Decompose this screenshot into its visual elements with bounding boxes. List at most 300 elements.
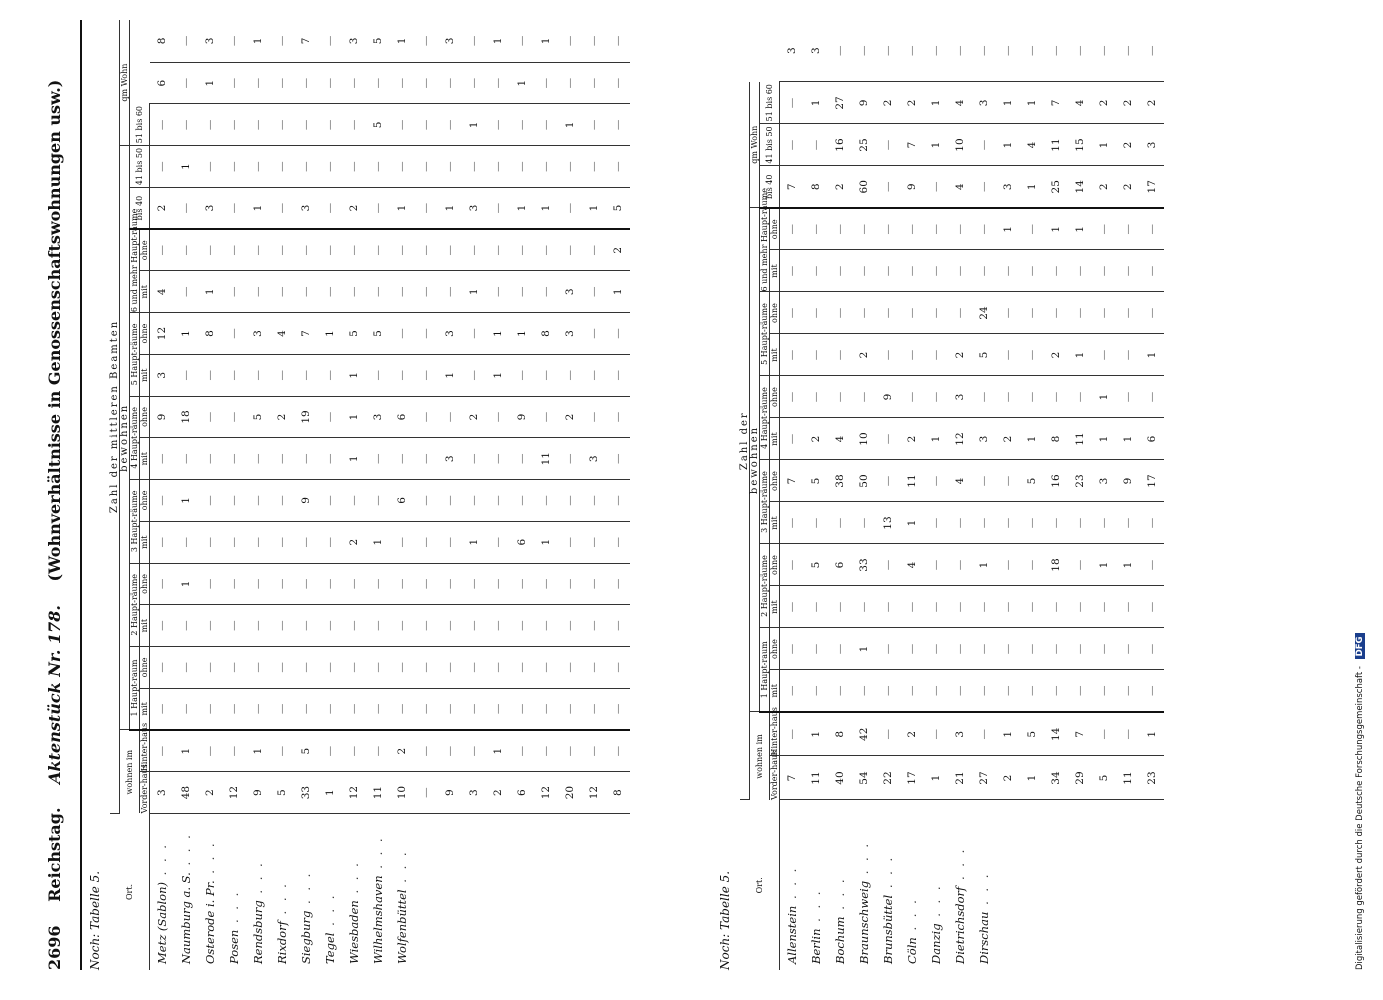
data-cell: —	[582, 271, 606, 313]
data-cell: 18	[174, 396, 198, 438]
data-cell: 2	[486, 772, 510, 814]
data-cell: —	[414, 313, 438, 355]
data-cell: —	[174, 271, 198, 313]
data-cell: —	[1140, 544, 1164, 586]
data-cell: 13	[876, 502, 900, 544]
data-cell: 2	[462, 396, 486, 438]
data-cell: 6	[150, 62, 175, 104]
data-cell: —	[222, 146, 246, 188]
data-cell: —	[510, 480, 534, 522]
data-cell: —	[876, 20, 900, 82]
data-cell: —	[414, 772, 438, 814]
data-cell: —	[828, 20, 852, 82]
data-cell: —	[780, 502, 805, 544]
data-cell: 1	[1116, 544, 1140, 586]
data-cell: —	[780, 544, 805, 586]
data-cell: 18	[1044, 544, 1068, 586]
data-cell: —	[342, 605, 366, 647]
data-cell: —	[1092, 712, 1116, 756]
data-cell: —	[174, 20, 198, 62]
data-cell: 8	[1044, 418, 1068, 460]
data-cell: 1	[174, 480, 198, 522]
leader-dots: . . .	[785, 865, 799, 906]
data-cell: 33	[852, 544, 876, 586]
data-cell: —	[924, 376, 948, 418]
data-cell: —	[222, 187, 246, 229]
data-cell: —	[1044, 20, 1068, 82]
data-cell: 3	[438, 20, 462, 62]
data-cell: 1	[1092, 418, 1116, 460]
data-cell: —	[606, 438, 630, 480]
data-cell: 48	[174, 772, 198, 814]
digitization-credit-text: Digitalisierung gefördert durch die Deutsche Forschungsgemeinschaft -	[1355, 666, 1365, 970]
data-cell: —	[900, 628, 924, 670]
place-cell	[1020, 800, 1044, 970]
data-cell: —	[606, 62, 630, 104]
data-cell: 17	[1140, 166, 1164, 208]
data-cell: 1	[804, 82, 828, 124]
data-cell: 2	[900, 418, 924, 460]
data-cell: —	[222, 271, 246, 313]
place-cell	[1068, 800, 1092, 970]
data-cell: —	[948, 208, 972, 250]
data-cell: —	[150, 563, 175, 605]
room-group-header: 4 Haupt-räume	[760, 376, 770, 460]
data-cell: —	[462, 20, 486, 62]
data-cell: —	[222, 229, 246, 271]
area-bin-header: 51 bis 60	[760, 82, 780, 124]
data-cell: —	[318, 354, 342, 396]
data-cell: 11	[1068, 418, 1092, 460]
data-cell: —	[174, 647, 198, 689]
data-cell: 9	[150, 396, 175, 438]
data-cell: —	[318, 521, 342, 563]
area-bin-header: bis 40	[130, 187, 150, 229]
data-cell: —	[462, 605, 486, 647]
data-cell: 9	[438, 772, 462, 814]
data-cell: 1	[1020, 82, 1044, 124]
ohne-bodenkammern-header: ohne	[770, 292, 780, 334]
data-cell: —	[462, 146, 486, 188]
data-cell: —	[558, 647, 582, 689]
data-cell: —	[390, 313, 414, 355]
place-name: Braunschweig	[857, 880, 871, 964]
data-cell: —	[558, 521, 582, 563]
data-cell: —	[510, 229, 534, 271]
data-cell: 1	[534, 521, 558, 563]
leader-dots: . . .	[905, 897, 919, 938]
data-cell: —	[1116, 292, 1140, 334]
mit-bodenkammern-header: mit	[140, 438, 150, 480]
data-cell: —	[318, 104, 342, 146]
data-cell: —	[924, 20, 948, 82]
data-cell: —	[900, 20, 924, 82]
data-cell: —	[390, 229, 414, 271]
data-cell: —	[246, 271, 270, 313]
data-cell: —	[1044, 586, 1068, 628]
leader-dots: . . .	[179, 832, 193, 873]
page-header	[45, 20, 85, 970]
data-cell: 34	[1044, 756, 1068, 800]
area-bin-header: 41 bis 50	[130, 146, 150, 188]
data-cell: 2	[900, 712, 924, 756]
table-row	[390, 20, 414, 970]
data-cell: 2	[342, 521, 366, 563]
place-name: Danzig	[929, 923, 943, 964]
data-cell: 1	[1020, 418, 1044, 460]
data-cell: —	[804, 334, 828, 376]
data-cell: 1	[390, 187, 414, 229]
ohne-bodenkammern-header: ohne	[140, 229, 150, 271]
data-cell: —	[804, 208, 828, 250]
data-cell: —	[1092, 334, 1116, 376]
data-cell: —	[270, 605, 294, 647]
place-name: Cöln	[905, 937, 919, 964]
data-cell: —	[414, 396, 438, 438]
data-cell: —	[174, 104, 198, 146]
data-cell: 4	[828, 418, 852, 460]
data-cell: —	[246, 688, 270, 730]
place-cell	[780, 800, 805, 970]
data-cell: —	[876, 292, 900, 334]
data-cell: —	[828, 376, 852, 418]
mit-bodenkammern-header: mit	[140, 688, 150, 730]
place-cell	[150, 813, 175, 970]
data-cell: —	[534, 730, 558, 772]
data-cell: 23	[1140, 756, 1164, 800]
data-cell: —	[1092, 502, 1116, 544]
data-cell: —	[780, 628, 805, 670]
data-cell: —	[582, 688, 606, 730]
room-group-header: 3 Haupt-räume	[760, 460, 770, 544]
table-row	[1116, 20, 1140, 970]
data-cell: —	[294, 104, 318, 146]
data-cell: —	[222, 480, 246, 522]
data-cell: —	[1140, 586, 1164, 628]
data-cell: —	[342, 62, 366, 104]
data-cell: —	[222, 730, 246, 772]
leader-dots: . . .	[203, 840, 217, 881]
continuation-label-upper: Noch: Tabelle 5.	[88, 870, 102, 970]
data-cell: —	[1020, 20, 1044, 82]
data-cell: 1	[804, 712, 828, 756]
data-cell: 38	[828, 460, 852, 502]
data-cell: —	[996, 460, 1020, 502]
data-cell: 5	[804, 544, 828, 586]
data-cell: —	[342, 480, 366, 522]
data-cell: —	[972, 208, 996, 250]
data-cell: —	[510, 104, 534, 146]
data-cell: 1	[510, 187, 534, 229]
data-cell: —	[462, 438, 486, 480]
hinterhaus-header: Hinter-haus	[140, 722, 149, 772]
data-cell: —	[534, 480, 558, 522]
table-row	[414, 20, 438, 970]
data-cell: —	[852, 586, 876, 628]
data-cell: —	[1092, 586, 1116, 628]
data-cell: —	[996, 292, 1020, 334]
mit-bodenkammern-header: mit	[770, 334, 780, 376]
data-cell: —	[198, 688, 222, 730]
data-cell: 1	[174, 563, 198, 605]
data-cell: 3	[1092, 460, 1116, 502]
table-row	[828, 20, 852, 970]
data-cell: 17	[1140, 460, 1164, 502]
data-cell: —	[270, 521, 294, 563]
place-name: Siegburg	[299, 910, 313, 964]
table-row	[534, 20, 558, 970]
data-cell: 3	[804, 20, 828, 82]
data-cell: —	[318, 229, 342, 271]
data-cell: —	[198, 146, 222, 188]
data-cell: —	[1068, 250, 1092, 292]
place-name: Osterode i. Pr.	[203, 880, 217, 964]
data-cell: —	[414, 20, 438, 62]
data-cell: 1	[462, 271, 486, 313]
upper-table-title: Zahl der mittleren Beamten	[110, 20, 120, 813]
data-cell: —	[150, 605, 175, 647]
data-cell: —	[270, 438, 294, 480]
data-cell: —	[804, 292, 828, 334]
table-row	[294, 20, 318, 970]
data-cell: 3	[948, 376, 972, 418]
data-cell: —	[996, 670, 1020, 712]
data-cell: —	[534, 396, 558, 438]
data-cell: —	[1068, 628, 1092, 670]
data-cell: 1	[246, 20, 270, 62]
data-cell: 42	[852, 712, 876, 756]
data-cell: 3	[198, 20, 222, 62]
data-cell: —	[780, 334, 805, 376]
data-cell: —	[366, 688, 390, 730]
data-cell: 8	[534, 313, 558, 355]
data-cell: —	[1116, 376, 1140, 418]
data-cell: —	[198, 647, 222, 689]
table-row	[270, 20, 294, 970]
area-bin-header: 51 bis 60	[130, 104, 150, 146]
data-cell: —	[510, 730, 534, 772]
data-cell: —	[804, 502, 828, 544]
data-cell: 1	[1116, 418, 1140, 460]
data-cell: —	[852, 208, 876, 250]
data-cell: 3	[462, 772, 486, 814]
data-cell: —	[900, 334, 924, 376]
data-cell: —	[342, 146, 366, 188]
data-cell: —	[294, 62, 318, 104]
data-cell: —	[390, 271, 414, 313]
place-cell	[174, 813, 198, 970]
data-cell: —	[246, 354, 270, 396]
ohne-bodenkammern-header: ohne	[140, 396, 150, 438]
data-cell: —	[780, 376, 805, 418]
data-cell: 6	[1140, 418, 1164, 460]
data-cell: —	[510, 647, 534, 689]
place-cell	[366, 813, 390, 970]
data-cell: —	[294, 647, 318, 689]
data-cell: 12	[948, 418, 972, 460]
data-cell: —	[1092, 208, 1116, 250]
table-row	[1140, 20, 1164, 970]
data-cell: —	[318, 187, 342, 229]
data-cell: —	[198, 396, 222, 438]
qm-header: qm Wohn	[120, 20, 130, 146]
data-cell: 5	[1092, 756, 1116, 800]
data-cell: —	[222, 62, 246, 104]
data-cell: —	[924, 544, 948, 586]
data-cell: —	[558, 480, 582, 522]
data-cell: —	[438, 396, 462, 438]
data-cell: —	[996, 250, 1020, 292]
data-cell: —	[366, 271, 390, 313]
data-cell: 2	[876, 82, 900, 124]
data-cell: —	[828, 502, 852, 544]
leader-dots: . . .	[275, 881, 289, 922]
data-cell: 1	[318, 313, 342, 355]
data-cell: —	[972, 460, 996, 502]
data-cell: —	[342, 229, 366, 271]
data-cell: 4	[900, 544, 924, 586]
ohne-bodenkammern-header: ohne	[770, 628, 780, 670]
data-cell: —	[414, 480, 438, 522]
data-cell: —	[900, 208, 924, 250]
data-cell: 5	[1020, 712, 1044, 756]
place-cell	[996, 800, 1020, 970]
data-cell: —	[318, 730, 342, 772]
data-cell: —	[270, 354, 294, 396]
data-cell: —	[876, 586, 900, 628]
data-cell: 4	[948, 166, 972, 208]
data-cell: 3	[1140, 124, 1164, 166]
data-cell: 1	[534, 187, 558, 229]
data-cell: —	[438, 647, 462, 689]
data-cell: —	[780, 586, 805, 628]
data-cell: —	[948, 250, 972, 292]
data-cell: —	[198, 480, 222, 522]
place-name: Bochum	[833, 916, 847, 964]
data-cell: —	[780, 418, 805, 460]
data-cell: —	[294, 146, 318, 188]
data-cell: —	[852, 670, 876, 712]
data-cell: —	[414, 730, 438, 772]
upper-table	[110, 20, 630, 970]
data-cell: —	[606, 396, 630, 438]
data-cell: —	[438, 521, 462, 563]
data-cell: —	[582, 229, 606, 271]
data-cell: —	[414, 62, 438, 104]
data-cell: 5	[270, 772, 294, 814]
table-row	[462, 20, 486, 970]
data-cell: 1	[534, 20, 558, 62]
data-cell: 1	[924, 124, 948, 166]
data-cell: —	[558, 563, 582, 605]
place-name: Wolfenbüttel	[395, 889, 409, 964]
data-cell: 1	[1092, 376, 1116, 418]
data-cell: —	[270, 688, 294, 730]
area-bin-header: 41 bis 50	[760, 124, 780, 166]
data-cell: 1	[510, 62, 534, 104]
data-cell: 1	[318, 772, 342, 814]
data-cell: 8	[198, 313, 222, 355]
data-cell: 1	[246, 730, 270, 772]
place-name: Berlin	[809, 928, 823, 964]
data-cell: 1	[606, 271, 630, 313]
data-cell: —	[390, 62, 414, 104]
data-cell: —	[996, 544, 1020, 586]
data-cell: —	[972, 250, 996, 292]
data-cell: 6	[510, 521, 534, 563]
data-cell: —	[780, 712, 805, 756]
data-cell: —	[804, 628, 828, 670]
data-cell: —	[486, 438, 510, 480]
data-cell: —	[462, 62, 486, 104]
data-cell: —	[486, 688, 510, 730]
data-cell: —	[804, 250, 828, 292]
data-cell: —	[294, 229, 318, 271]
data-cell: —	[924, 166, 948, 208]
data-cell: 3	[438, 313, 462, 355]
data-cell: 2	[1116, 124, 1140, 166]
data-cell: —	[1068, 586, 1092, 628]
data-cell: —	[534, 354, 558, 396]
data-cell: 2	[996, 756, 1020, 800]
data-cell: 2	[1140, 82, 1164, 124]
data-cell: 2	[606, 229, 630, 271]
data-cell: —	[366, 146, 390, 188]
data-cell: 1	[438, 187, 462, 229]
data-cell: —	[438, 480, 462, 522]
mit-bodenkammern-header: mit	[140, 271, 150, 313]
data-cell: 27	[972, 756, 996, 800]
data-cell: —	[414, 271, 438, 313]
data-cell: 40	[828, 756, 852, 800]
data-cell: —	[1092, 250, 1116, 292]
data-cell: —	[582, 20, 606, 62]
data-cell: —	[1116, 670, 1140, 712]
data-cell: 9	[900, 166, 924, 208]
data-cell: —	[1092, 20, 1116, 82]
place-cell	[972, 800, 996, 970]
data-cell: —	[924, 586, 948, 628]
data-cell: —	[510, 20, 534, 62]
data-cell: 3	[438, 438, 462, 480]
ohne-bodenkammern-header: ohne	[140, 313, 150, 355]
data-cell: 4	[1068, 82, 1092, 124]
data-cell: —	[486, 647, 510, 689]
data-cell: —	[414, 354, 438, 396]
data-cell: —	[1140, 670, 1164, 712]
data-cell: 1	[1044, 208, 1068, 250]
data-cell: 2	[1092, 82, 1116, 124]
data-cell: —	[1140, 292, 1164, 334]
ohne-bodenkammern-header: ohne	[140, 647, 150, 689]
data-cell: 16	[1044, 460, 1068, 502]
data-cell: 11	[366, 772, 390, 814]
data-cell: 1	[246, 187, 270, 229]
data-cell: —	[582, 313, 606, 355]
room-group-header: 3 Haupt-räume	[130, 480, 140, 563]
table-row	[852, 20, 876, 970]
data-cell: —	[318, 480, 342, 522]
table-row	[198, 20, 222, 970]
data-cell: —	[414, 563, 438, 605]
place-cell	[828, 800, 852, 970]
data-cell: —	[198, 605, 222, 647]
data-cell: 9	[1116, 460, 1140, 502]
data-cell: 1	[342, 438, 366, 480]
data-cell: 2	[342, 187, 366, 229]
data-cell: —	[606, 104, 630, 146]
data-cell: —	[1116, 250, 1140, 292]
